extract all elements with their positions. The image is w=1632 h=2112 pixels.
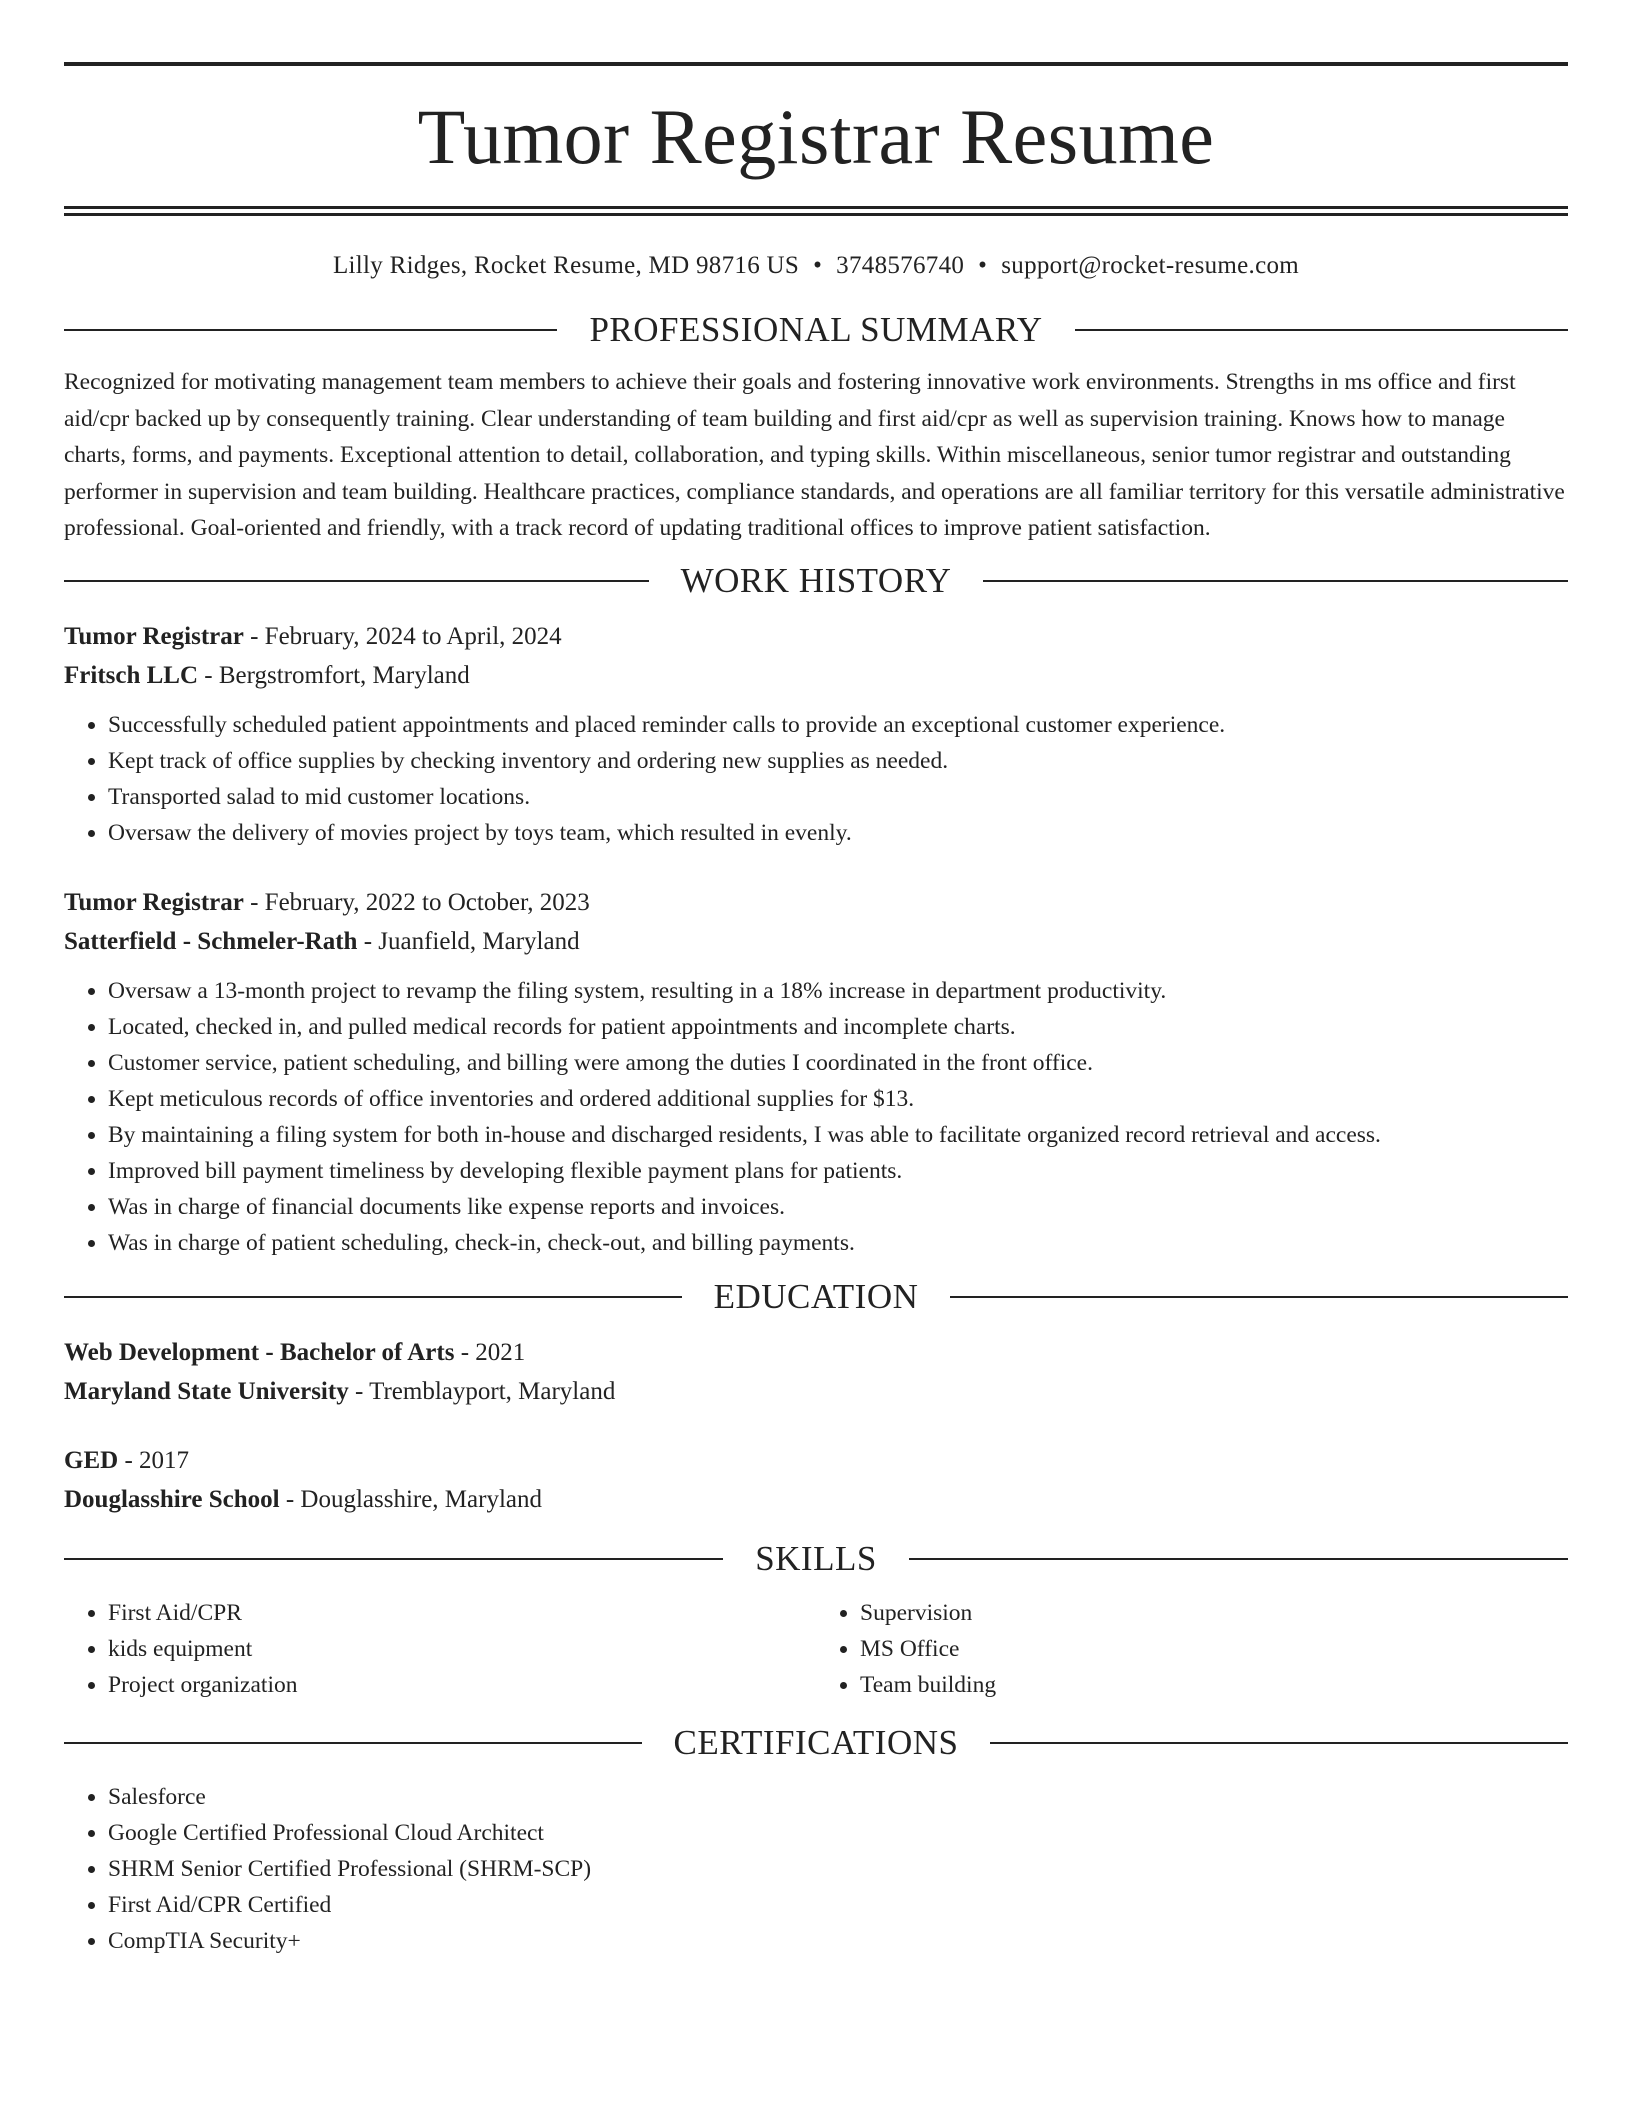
section-header-summary [64,310,1568,350]
section-header-skills [64,1539,1568,1579]
resume-title: Tumor Registrar Resume [417,93,1215,180]
certification-item: • Google Certified Professional Cloud Architect [108,1815,1568,1851]
section-rule [64,1296,682,1298]
section-title: CERTIFICATIONS [673,1722,959,1762]
job-bullet: • Kept meticulous records of office inventories and ordered additional supplies for $13. [108,1081,1568,1117]
skill-item: • Team building [860,1667,1568,1703]
certification-item: • CompTIA Security+ [108,1923,1568,1959]
job-company: Satterfield - Schmeler-Rath [64,927,358,955]
spacer [64,851,1568,867]
job-bullet: • By maintaining a filing system for both in-house and discharged residents, I was able to facilitate organized record retrieval and access. [108,1117,1568,1153]
spacer [64,1261,1568,1277]
top-rule [64,62,1568,66]
title-double-rule [64,206,1568,216]
section-rule [64,1742,642,1744]
job-bullet: • Was in charge of patient scheduling, check-in, check-out, and billing payments. [108,1225,1568,1261]
education-degree-line [64,1441,1568,1480]
contact-separator: • [813,252,823,279]
job-entry [64,617,1568,851]
skills-list-left [64,1595,816,1703]
certification-item: • First Aid/CPR Certified [108,1887,1568,1923]
education-degree: GED [64,1446,119,1474]
section-title: SKILLS [755,1538,877,1578]
contact-email: support@rocket-resume.com [1001,252,1300,279]
section-rule [950,1296,1568,1298]
contact-phone: 3748576740 [836,252,965,279]
job-bullets [64,707,1568,851]
education-school: Maryland State University [64,1377,349,1405]
section-rule [64,1558,723,1560]
job-bullet: • Customer service, patient scheduling, and billing were among the duties I coordinated in the front office. [108,1045,1568,1081]
education-year: - 2021 [454,1338,526,1366]
certification-item: • SHRM Senior Certified Professional (SHRM-SCP) [108,1851,1568,1887]
contact-separator: • [978,252,988,279]
education-location: - Douglasshire, Maryland [279,1485,543,1513]
job-bullet: • Successfully scheduled patient appointments and placed reminder calls to provide an exceptional customer experience. [108,707,1568,743]
job-bullet: • Transported salad to mid customer locations. [108,779,1568,815]
job-company-line [64,656,1568,695]
skills-list-right [816,1595,1568,1703]
education-location: - Tremblayport, Maryland [348,1377,616,1405]
contact-address: Lilly Ridges, Rocket Resume, MD 98716 US [332,252,800,279]
job-dates: - February, 2024 to April, 2024 [243,622,562,650]
job-title: Tumor Registrar [64,888,244,916]
section-title: PROFESSIONAL SUMMARY [589,310,1043,349]
contact-line [64,252,1568,280]
education-entry [64,1441,1568,1519]
skill-item: • kids equipment [108,1631,816,1667]
job-location: - Bergstromfort, Maryland [198,661,470,689]
job-bullet: • Oversaw a 13-month project to revamp the filing system, resulting in a 18% increase in department productivity. [108,973,1568,1009]
education-degree: Web Development - Bachelor of Arts [64,1338,455,1366]
job-entry [64,883,1568,1261]
education-year: - 2017 [118,1446,190,1474]
job-bullets [64,973,1568,1261]
job-company-line [64,922,1568,961]
education-school-line [64,1480,1568,1519]
job-company: Fritsch LLC [64,661,199,689]
skill-item: • Project organization [108,1667,816,1703]
section-header-work-history [64,561,1568,601]
job-title-line [64,883,1568,922]
section-header-certifications [64,1723,1568,1763]
section-title: EDUCATION [713,1276,919,1316]
section-rule [64,329,557,331]
skill-item: • First Aid/CPR [108,1595,816,1631]
summary-paragraph: Recognized for motivating management team members to achieve their goals and fostering innovative work environments. Strengths in ms office and first aid/cpr backed up by consequently training. Clear understanding of team building and first aid/cpr as well as supervision training. Knows how to manage charts, forms, and payments. Exceptional attention to detail, collaboration, and typing skills. Within miscellaneous, senior tumor registrar and outstanding performer in supervision and team building. Healthcare practices, compliance standards, and operations are all familiar territory for this versatile administrative professional. Goal-oriented and friendly, with a track record of updating traditional offices to improve patient satisfaction. [64,369,1565,541]
section-rule [1075,329,1568,331]
certification-item: • Salesforce [108,1779,1568,1815]
skill-item: • MS Office [860,1631,1568,1667]
job-location: - Juanfield, Maryland [357,927,580,955]
section-rule [64,580,649,582]
resume-page [64,0,1568,1959]
job-title: Tumor Registrar [64,622,244,650]
education-degree-line [64,1333,1568,1372]
job-bullet: • Improved bill payment timeliness by developing flexible payment plans for patients. [108,1153,1568,1189]
section-header-education [64,1277,1568,1317]
section-rule [990,1742,1568,1744]
job-dates: - February, 2022 to October, 2023 [243,888,590,916]
section-title: WORK HISTORY [680,560,952,600]
skill-item: • Supervision [860,1595,1568,1631]
education-school: Douglasshire School [64,1485,280,1513]
skills-columns [64,1595,1568,1703]
spacer [64,1703,1568,1723]
section-rule [909,1558,1568,1560]
job-bullet: • Oversaw the delivery of movies project by toys team, which resulted in evenly. [108,815,1568,851]
education-entry [64,1333,1568,1411]
section-rule [983,580,1568,582]
job-title-line [64,617,1568,656]
spacer [64,1519,1568,1539]
certifications-list [64,1779,1568,1959]
job-bullet: • Was in charge of financial documents like expense reports and invoices. [108,1189,1568,1225]
job-bullet: • Kept track of office supplies by checking inventory and ordering new supplies as needed. [108,743,1568,779]
education-school-line [64,1372,1568,1411]
job-bullet: • Located, checked in, and pulled medical records for patient appointments and incomplete charts. [108,1009,1568,1045]
